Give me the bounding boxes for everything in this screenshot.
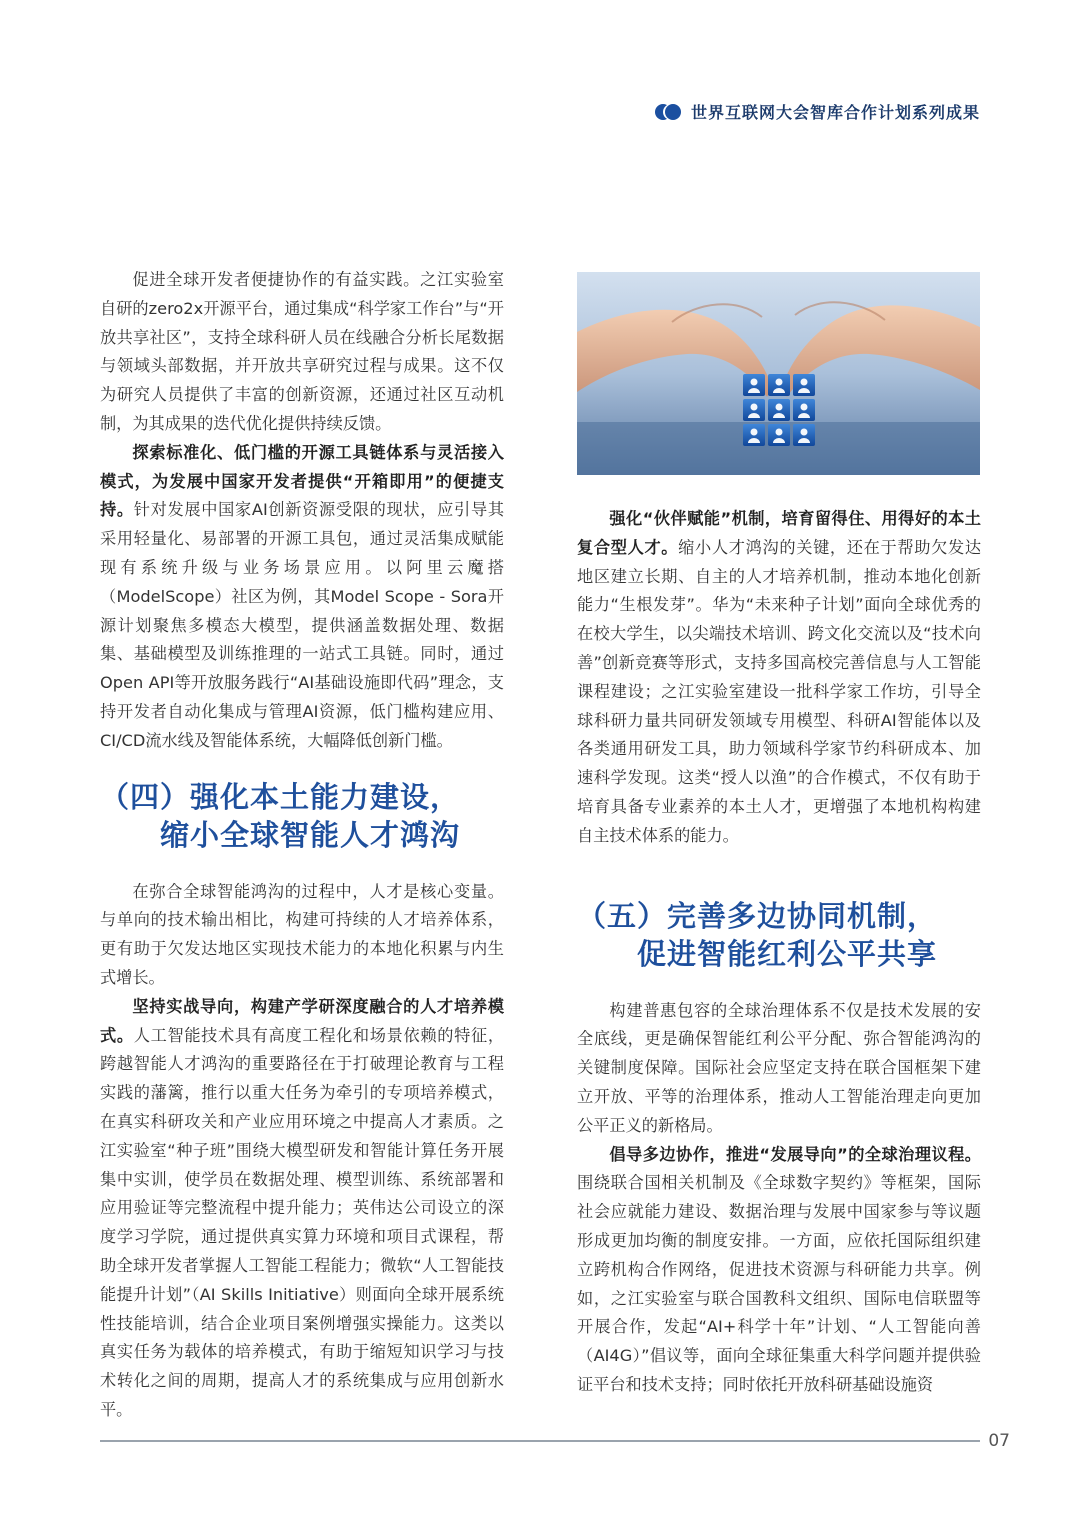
page-number: 07 bbox=[988, 1431, 1010, 1451]
paragraph bbox=[100, 993, 504, 1425]
bold-lead: 强化“伙伴赋能”机制，培育留得住、用得好的本土复合型人才。 bbox=[577, 509, 981, 557]
section-heading-line: 缩小全球智能人才鸿沟 bbox=[160, 817, 461, 852]
paragraph bbox=[577, 505, 981, 851]
hands-protecting-people-cubes-image bbox=[577, 272, 980, 475]
people-cubes bbox=[743, 374, 815, 446]
right-column bbox=[577, 272, 981, 1400]
page-header bbox=[655, 100, 980, 123]
section-heading-line: （五）完善多边协同机制， bbox=[577, 898, 938, 933]
paragraph-text: 针对发展中国家AI创新资源受限的现状，应引导其采用轻量化、易部署的开源工具包，通过灵活集成赋能现有系统升级与业务场景应用。以阿里云魔搭（ModelScope）社区为例，其Model Scope - Sora开源计划聚焦多模态大模型，提供涵盖数据处理、数据集、基础模型及训练推理的一站式工具链。同时，通过Open API等开放服务践行“AI基础设施即代码”理念，支持开发者自动化集成与管理AI资源，低门槛构建应用、CI/CD流水线及智能体系统，大幅降低创新门槛。 bbox=[100, 500, 505, 750]
footer-rule bbox=[100, 1440, 980, 1442]
paragraph: 构建普惠包容的全球治理体系不仅是技术发展的安全底线，更是确保智能红利公平分配、弥合智能鸿沟的关键制度保障。国际社会应坚定支持在联合国框架下建立开放、平等的治理体系，推动人工智能治理走向更加公平正义的新格局。 bbox=[577, 1000, 981, 1135]
section-heading-line: 促进智能红利公平共享 bbox=[637, 936, 938, 971]
section-heading-5 bbox=[577, 897, 981, 973]
brand-logo-icon bbox=[655, 104, 681, 120]
bold-lead: 探索标准化、低门槛的开源工具链体系与灵活接入模式，为发展中国家开发者提供“开箱即用”的便捷支持。 bbox=[100, 442, 504, 520]
photo-illustration bbox=[577, 272, 980, 475]
paragraph-text: 缩小人才鸿沟的关键，还在于帮助欠发达地区建立长期、自主的人才培养机制，推动本地化创新能力“生根发芽”。华为“未来种子计划”面向全球优秀的在校大学生，以尖端技术培训、跨文化交流以及“技术向善”创新竞赛等形式，支持多国高校完善信息与人工智能课程建设；之江实验室建设一批科学家工作坊，引导全球科研力量共同研发领域专用模型、科研AI智能体以及各类通用研发工具，助力领域科学家节约科研成本、加速科学发现。这类“授人以渔”的合作模式，不仅有助于培育具备专业素养的本土人才，更增强了本地机构构建自主技术体系的能力。 bbox=[577, 537, 982, 845]
header-title: 世界互联网大会智库合作计划系列成果 bbox=[690, 103, 980, 122]
left-column bbox=[100, 266, 504, 1425]
section-heading-4 bbox=[100, 778, 504, 854]
bold-lead: 坚持实战导向，构建产学研深度融合的人才培养模式。 bbox=[100, 996, 504, 1045]
paragraph: 促进全球开发者便捷协作的有益实践。之江实验室自研的zero2x开源平台，通过集成“科学家工作台”与“开放共享社区”，支持全球科研人员在线融合分析长尾数据与领域头部数据，并开放共享研究过程与成果。这不仅为研究人员提供了丰富的创新资源，还通过社区互动机制，为其成果的迭代优化提供持续反馈。 bbox=[100, 270, 504, 433]
paragraph: 在弥合全球智能鸿沟的过程中，人才是核心变量。与单向的技术输出相比，构建可持续的人才培养体系，更有助于欠发达地区实现技术能力的本地化积累与内生式增长。 bbox=[100, 881, 504, 987]
paragraph-text: 围绕联合国相关机制及《全球数字契约》等框架，国际社会应就能力建设、数据治理与发展中国家参与等议题形成更加均衡的制度安排。一方面，应依托国际组织建立跨机构合作网络，促进技术资源与科研能力共享。例如，之江实验室与联合国教科文组织、国际电信联盟等开展合作，发起“AI+科学十年”计划、“人工智能向善（AI4G）”倡议等，面向全球征集重大科学问题并提供验证平台和技术支持；同时依托开放科研基础设施资 bbox=[577, 1173, 981, 1394]
section-heading-line: （四）强化本土能力建设， bbox=[100, 779, 461, 814]
paragraph-text: 人工智能技术具有高度工程化和场景依赖的特征，跨越智能人才鸿沟的重要路径在于打破理论教育与工程实践的藩篱，推行以重大任务为牵引的专项培养模式，在真实科研攻关和产业应用环境之中提高人才素质。之江实验室“种子班”围绕大模型研发和智能计算任务开展集中实训，使学员在数据处理、模型训练、系统部署和应用验证等完整流程中提升能力；英伟达公司设立的深度学习学院，通过提供真实算力环境和项目式课程，帮助全球开发者掌握人工智能工程能力；微软“人工智能技能提升计划”（AI Skills Initiative）则面向全球开展系统性技能培训，结合企业项目案例增强实操能力。这类以真实任务为载体的培养模式，有助于缩短知识学习与技术转化之间的周期，提高人才的系统集成与应用创新水平。 bbox=[100, 1025, 505, 1419]
paragraph bbox=[577, 1141, 981, 1400]
paragraph bbox=[100, 439, 504, 756]
bold-lead: 倡导多边协作，推进“发展导向”的全球治理议程。 bbox=[609, 1144, 981, 1164]
